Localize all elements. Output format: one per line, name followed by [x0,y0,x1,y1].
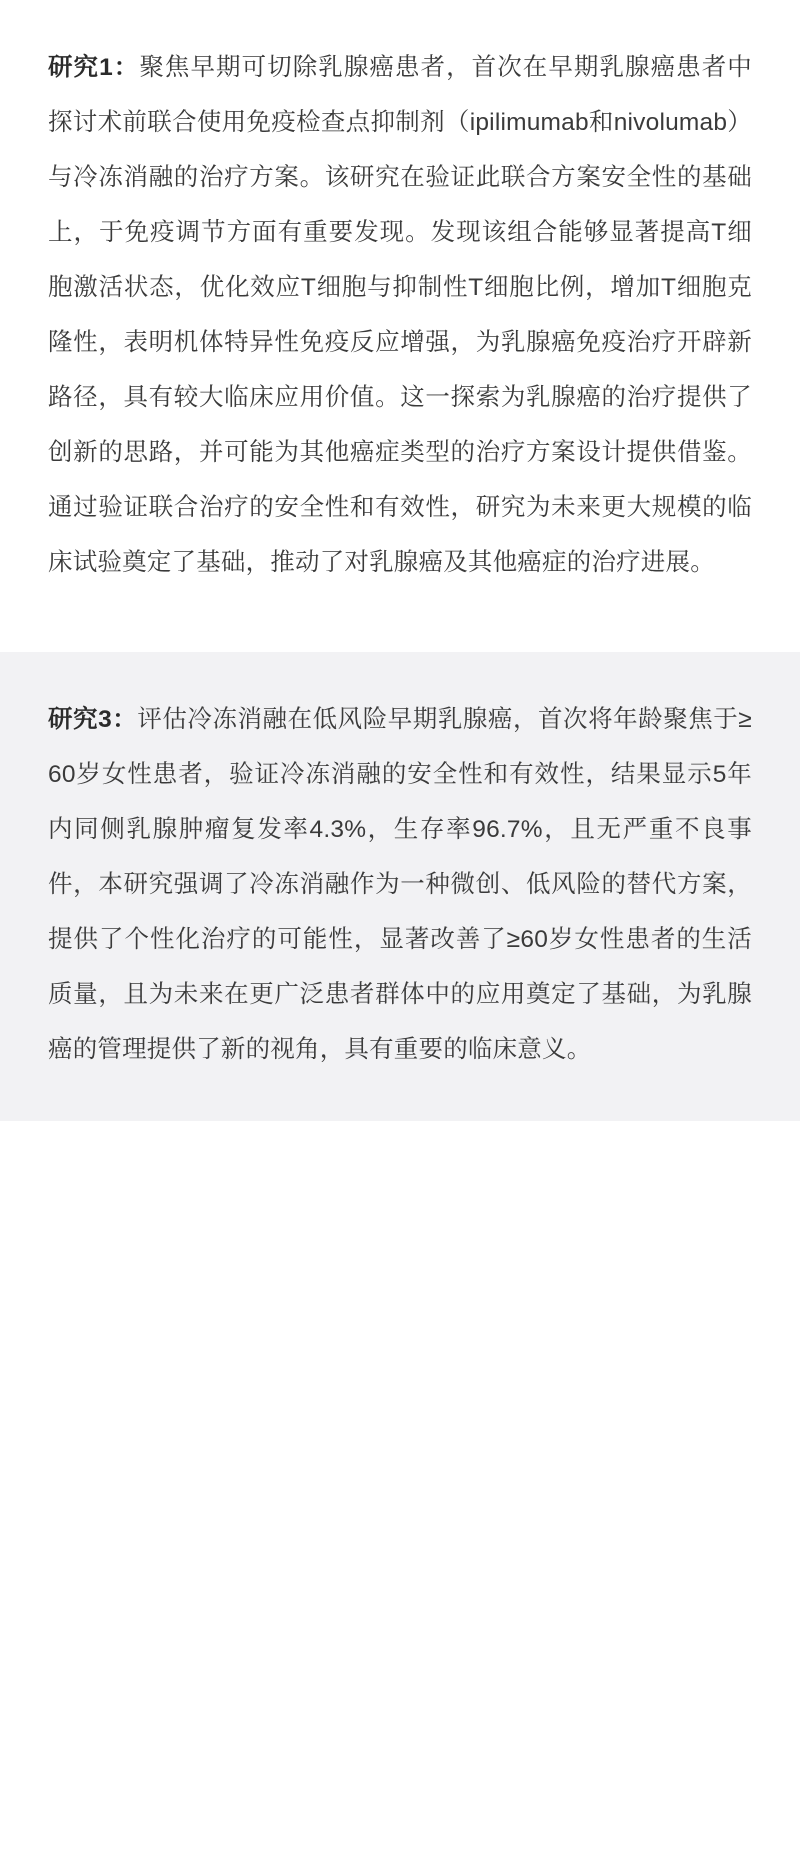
section-label-study-1: 研究1： [48,54,140,81]
section-study-3 [0,652,800,1121]
section-body-study-3: 评估冷冻消融在低风险早期乳腺癌，首次将年龄聚焦于≥60岁女性患者，验证冷冻消融的安全性和有效性，结果显示5年内同侧乳腺肿瘤复发率4.3%，生存率96.7%，且无严重不良事件，本研究强调了冷冻消融作为一种微创、低风险的替代方案，提供了个性化治疗的可能性，显著改善了≥60岁女性患者的生活质量，且为未来在更广泛患者群体中的应用奠定了基础，为乳腺癌的管理提供了新的视角，具有重要的临床意义。 [48,706,752,1063]
section-study-1 [0,0,800,634]
paragraph-study-3 [48,692,752,1077]
section-divider [0,634,800,652]
section-label-study-3: 研究3： [48,706,138,733]
section-body-study-1: 聚焦早期可切除乳腺癌患者，首次在早期乳腺癌患者中探讨术前联合使用免疫检查点抑制剂（ipilimumab和nivolumab）与冷冻消融的治疗方案。该研究在验证此联合方案安全性的基础上，于免疫调节方面有重要发现。发现该组合能够显著提高T细胞激活状态，优化效应T细胞与抑制性T细胞比例，增加T细胞克隆性，表明机体特异性免疫反应增强，为乳腺癌免疫治疗开辟新路径，具有较大临床应用价值。这一探索为乳腺癌的治疗提供了创新的思路，并可能为其他癌症类型的治疗方案设计提供借鉴。通过验证联合治疗的安全性和有效性，研究为未来更大规模的临床试验奠定了基础，推动了对乳腺癌及其他癌症的治疗进展。 [48,54,752,576]
paragraph-study-1 [48,40,752,590]
